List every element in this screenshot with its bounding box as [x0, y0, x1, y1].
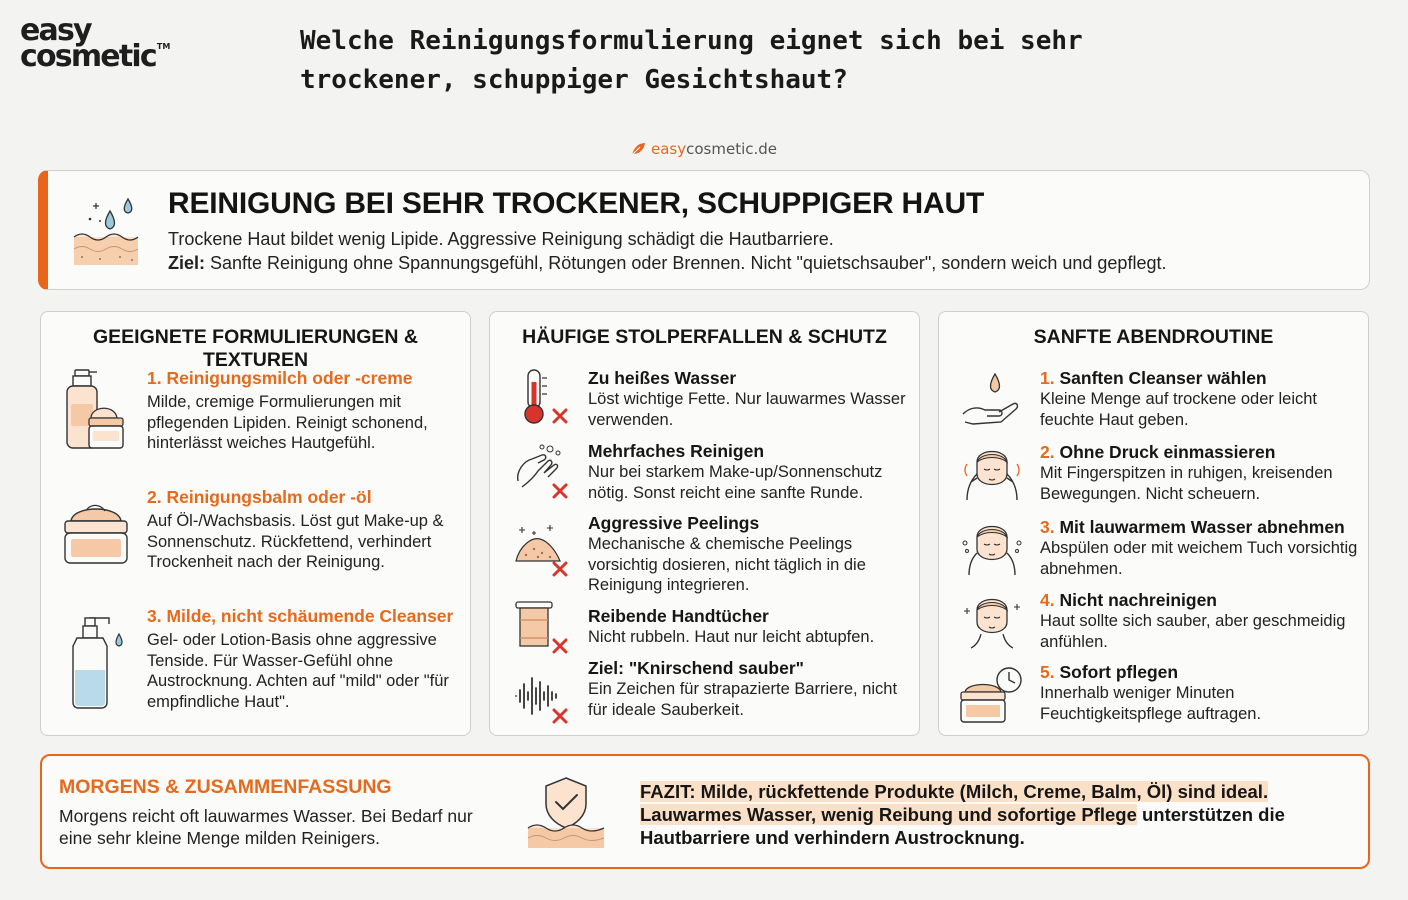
fazit-highlight-1: FAZIT: Milde, rückfettende Produkte (Milch, Creme, Balm, Öl) sind ideal.: [640, 781, 1269, 802]
formulation-text: Gel- oder Lotion-Basis ohne aggressive Tenside. Für Wasser-Gefühl ohne Austrocknung. Achten auf "mild" oder "für empfindliche Haut".: [147, 631, 449, 711]
site-prefix: easy: [650, 140, 687, 158]
pitfalls-title: HÄUFIGE STOLPERFALLEN & SCHUTZ: [522, 326, 887, 348]
face-massage-icon: [959, 442, 1025, 504]
skin-shield-icon: [526, 776, 606, 850]
routine-step-number: 2.: [1040, 442, 1055, 462]
formulation-text: Auf Öl-/Wachsbasis. Löst gut Make-up & Sonnenschutz. Rückfettend, verhindert Trockenheit nach der Reinigung.: [147, 512, 444, 571]
intro-title: REINIGUNG BEI SEHR TROCKENER, SCHUPPIGER HAUT: [168, 187, 985, 220]
pitfall-title: Aggressive Peelings: [588, 513, 760, 533]
page-question: Welche Reinigungsformulierung eignet sich bei sehr trockener, schuppiger Gesichtshaut?: [300, 26, 1083, 95]
summary-card: [40, 754, 1370, 869]
routine-step-heading: Mit lauwarmem Wasser abnehmen: [1054, 517, 1345, 537]
pitfall-text: Nur bei starkem Make-up/Sonnenschutz nötig. Sonst reicht eine sanfte Runde.: [588, 463, 883, 502]
leaf-icon: [631, 142, 646, 156]
formulations-column: [40, 311, 471, 736]
routine-step-number: 3.: [1040, 517, 1055, 537]
routine-step-text: Kleine Menge auf trockene oder leicht feuchte Haut geben.: [1040, 390, 1318, 429]
washing-hands-icon: [512, 441, 572, 501]
pitfall-title: Ziel: "Knirschend sauber": [588, 658, 804, 678]
fazit-text: [640, 780, 1340, 849]
pitfall-title: Zu heißes Wasser: [588, 368, 737, 388]
evening-routine-column: [938, 311, 1369, 736]
brand-logo: [20, 13, 171, 74]
fazit-rest: unterstützen die Hautbarriere und verhindern Austrocknung.: [640, 804, 1285, 848]
routine-step-text: Abspülen oder mit weichem Tuch vorsichtig abnehmen.: [1040, 539, 1358, 578]
routine-step-heading: Nicht nachreinigen: [1054, 590, 1217, 610]
routine-step-heading: Ohne Druck einmassieren: [1054, 442, 1276, 462]
summary-title: MORGENS & ZUSAMMENFASSUNG: [59, 776, 392, 798]
face-calm-icon: [959, 590, 1025, 652]
evening-routine-title: SANFTE ABENDROUTINE: [1033, 326, 1274, 348]
routine-step-number: 4.: [1040, 590, 1055, 610]
towel-icon: [512, 598, 572, 658]
brand-logo-cosmetic: cosmetic: [20, 38, 156, 74]
pitfall-title: Mehrfaches Reinigen: [588, 441, 765, 461]
intro-line-2: [168, 253, 1166, 274]
formulation-title: 1. Reinigungsmilch oder -creme: [147, 368, 413, 388]
hand-drop-icon: [959, 368, 1025, 430]
lotion-bottle-jar-icon: [61, 368, 131, 450]
routine-step-title: [1040, 368, 1362, 389]
routine-step-title: [1040, 442, 1362, 463]
routine-step-text: Innerhalb weniger Minuten Feuchtigkeitspflege auftragen.: [1040, 684, 1262, 723]
pitfall-text: Ein Zeichen für strapazierte Barriere, nicht für ideale Sauberkeit.: [588, 680, 898, 719]
pitfall-title: Reibende Handtücher: [588, 606, 769, 626]
routine-step-heading: Sofort pflegen: [1054, 662, 1179, 682]
skin-water-drops-icon: [70, 189, 140, 269]
routine-step-text: Haut sollte sich sauber, aber geschmeidig anfühlen.: [1040, 612, 1346, 651]
pitfall-text: Löst wichtige Fette. Nur lauwarmes Wasser verwenden.: [588, 390, 906, 429]
intro-goal-label: Ziel:: [168, 253, 206, 273]
formulation-title: 3. Milde, nicht schäumende Cleanser: [147, 606, 454, 626]
brand-logo-line2: [20, 38, 171, 74]
pump-bottle-icon: [61, 614, 131, 714]
balm-jar-icon: [61, 495, 131, 577]
formulations-title: GEEIGNETE FORMULIERUNGEN & TEXTUREN: [92, 326, 419, 371]
routine-step-number: 5.: [1040, 662, 1055, 682]
pitfall-text: Nicht rubbeln. Haut nur leicht abtupfen.: [588, 628, 875, 646]
intro-goal-text: Sanfte Reinigung ohne Spannungsgefühl, Rötungen oder Brennen. Nicht "quietschsauber", sondern weich und gepflegt.: [205, 253, 1167, 273]
brand-trademark: TM: [156, 41, 171, 51]
summary-text: Morgens reicht oft lauwarmes Wasser. Bei Bedarf nur eine sehr kleine Menge milden Reinigers.: [59, 806, 473, 848]
routine-step-title: [1040, 590, 1362, 611]
brand-logo-line1: easy: [20, 13, 91, 48]
routine-step-title: [1040, 517, 1362, 538]
formulation-text: Milde, cremige Formulierungen mit pflegenden Lipiden. Reinigt schonend, hinterlässt weiches Hautgefühl.: [147, 393, 428, 452]
routine-step-title: [1040, 662, 1362, 683]
routine-step-text: Mit Fingerspitzen in ruhigen, kreisenden Bewegungen. Nicht scheuern.: [1040, 464, 1333, 503]
pitfalls-column: [489, 311, 920, 736]
routine-step-number: 1.: [1040, 368, 1055, 388]
formulation-title: 2. Reinigungsbalm oder -öl: [147, 487, 372, 507]
pitfall-text: Mechanische & chemische Peelings vorsichtig dosieren, nicht täglich in die Reinigung integrieren.: [588, 535, 866, 594]
site-suffix: cosmetic.de: [686, 140, 778, 158]
sound-wave-icon: [512, 666, 572, 726]
cream-clock-icon: [959, 664, 1025, 726]
fazit-highlight-2: Lauwarmes Wasser, wenig Reibung und sofortige Pflege: [640, 804, 1137, 825]
routine-step-heading: Sanften Cleanser wählen: [1054, 368, 1267, 388]
scrub-powder-icon: [512, 521, 572, 581]
intro-card: [38, 170, 1370, 290]
site-url: [0, 140, 1408, 158]
face-rinse-icon: [959, 517, 1025, 579]
thermometer-icon: [512, 368, 572, 428]
intro-line-1: Trockene Haut bildet wenig Lipide. Aggressive Reinigung schädigt die Hautbarriere.: [168, 229, 834, 249]
